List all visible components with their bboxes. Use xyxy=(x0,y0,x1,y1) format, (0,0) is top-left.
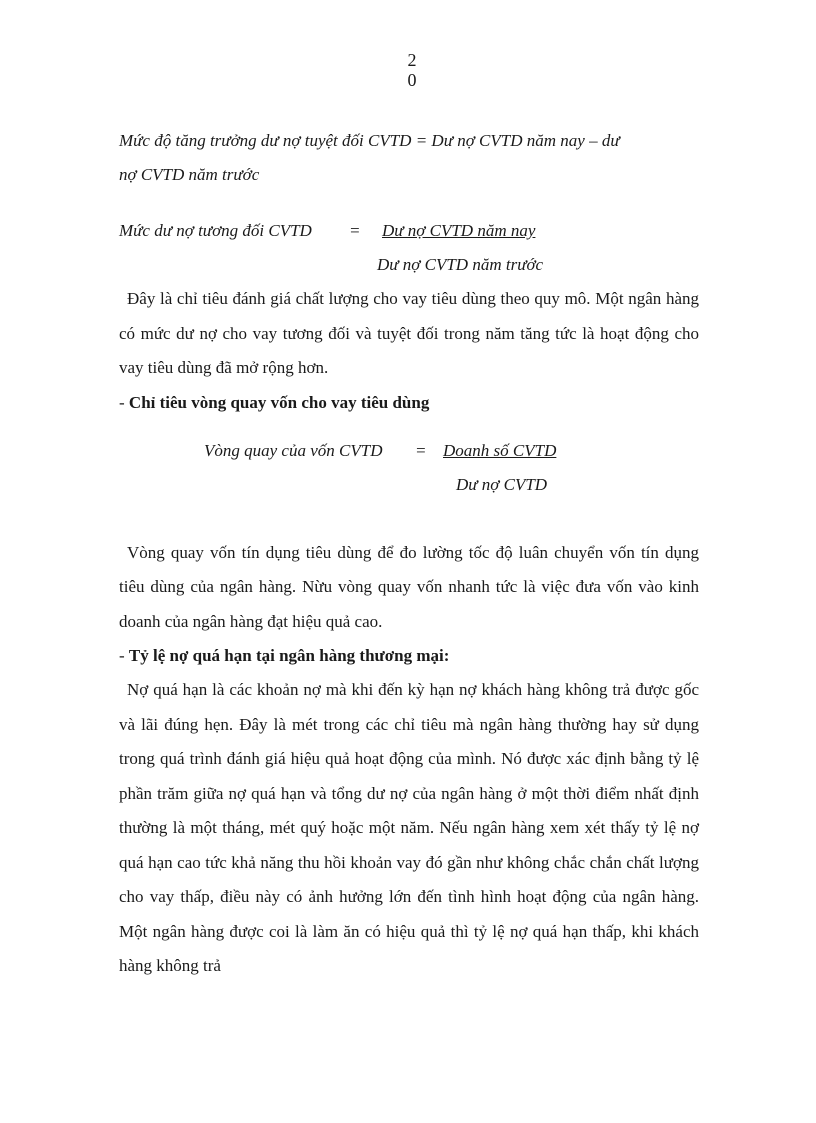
formula-absolute-growth-line2: nợ CVTD năm trước xyxy=(119,165,260,184)
formula-relative-balance xyxy=(119,214,699,282)
formula-relative-denominator: Dư nợ CVTD năm trước xyxy=(377,255,544,274)
formula-turnover-label: Vòng quay của vốn CVTD xyxy=(204,440,383,460)
formula-turnover xyxy=(119,434,699,502)
formula-turnover-numerator: Doanh số CVTD xyxy=(443,440,557,460)
page-number-line1: 2 xyxy=(407,50,417,70)
heading-overdue-ratio-text: Tỷ lệ nợ quá hạn tại ngân hàng thương mại: xyxy=(128,646,450,665)
page-number-line2: 0 xyxy=(407,70,417,90)
heading-capital-turnover xyxy=(119,386,699,420)
heading-overdue-ratio xyxy=(119,639,699,673)
paragraph-turnover-explanation: Vòng quay vốn tín dụng tiêu dùng để đo lường tốc độ luân chuyển vốn tín dụng tiêu dùng của ngân hàng. Nừu vòng quay vốn nhanh tức là việc đưa vốn vào kinh doanh của ngân hàng đạt hiệu quả cao. xyxy=(119,542,699,631)
paragraph-overdue-debt: Nợ quá hạn là các khoản nợ mà khi đến kỳ hạn nợ khách hàng không trả được gốc và lãi đúng hẹn. Đây là mét trong các chỉ tiêu mà ngân hàng thường hay sử dụng trong quá trình đánh giá hiệu quả hoạt động của mình. Nó được xác định bằng tỷ lệ phần trăm giữa nợ quá hạn và tổng dư nợ của ngân hàng ở một thời điểm nhất định thường là một tháng, mét quý hoặc một năm. Nếu ngân hàng xem xét thấy tỷ lệ nợ quá hạn cao tức khả năng thu hồi khoản vay đó gần như không chắc chắn chất lượng cho vay thấp, điều này có ảnh hưởng lớn đến tình hình hoạt động của ngân hàng. Một ngân hàng được coi là làm ăn có hiệu quả thì tỷ lệ nợ quá hạn thấp, khi khách hàng không trả xyxy=(119,680,699,975)
formula-turnover-equals: = xyxy=(415,440,427,460)
paragraph-quantity-indicator: Đây là chỉ tiêu đánh giá chất lượng cho vay tiêu dùng theo quy mô. Một ngân hàng có mức dư nợ cho vay tương đối và tuyệt đối trong năm tăng tức là hoạt động cho vay tiêu dùng đã mở rộng hơn. xyxy=(119,289,699,377)
heading-overdue-ratio-dash: - xyxy=(119,646,129,665)
formula-absolute-growth-line1: Mức độ tăng trưởng dư nợ tuyệt đối CVTD = Dư nợ CVTD năm nay – dư xyxy=(119,131,620,150)
heading-capital-turnover-text: Chỉ tiêu vòng quay vốn cho vay tiêu dùng xyxy=(128,392,430,412)
formula-relative-numerator: Dư nợ CVTD năm nay xyxy=(382,221,536,240)
formula-turnover-denominator: Dư nợ CVTD xyxy=(456,474,548,494)
heading-capital-turnover-dash: - xyxy=(119,392,129,412)
formula-relative-equals: = xyxy=(349,221,361,240)
page-number xyxy=(402,50,422,90)
formula-relative-label: Mức dư nợ tương đối CVTD xyxy=(119,221,312,240)
document-body xyxy=(119,124,699,984)
